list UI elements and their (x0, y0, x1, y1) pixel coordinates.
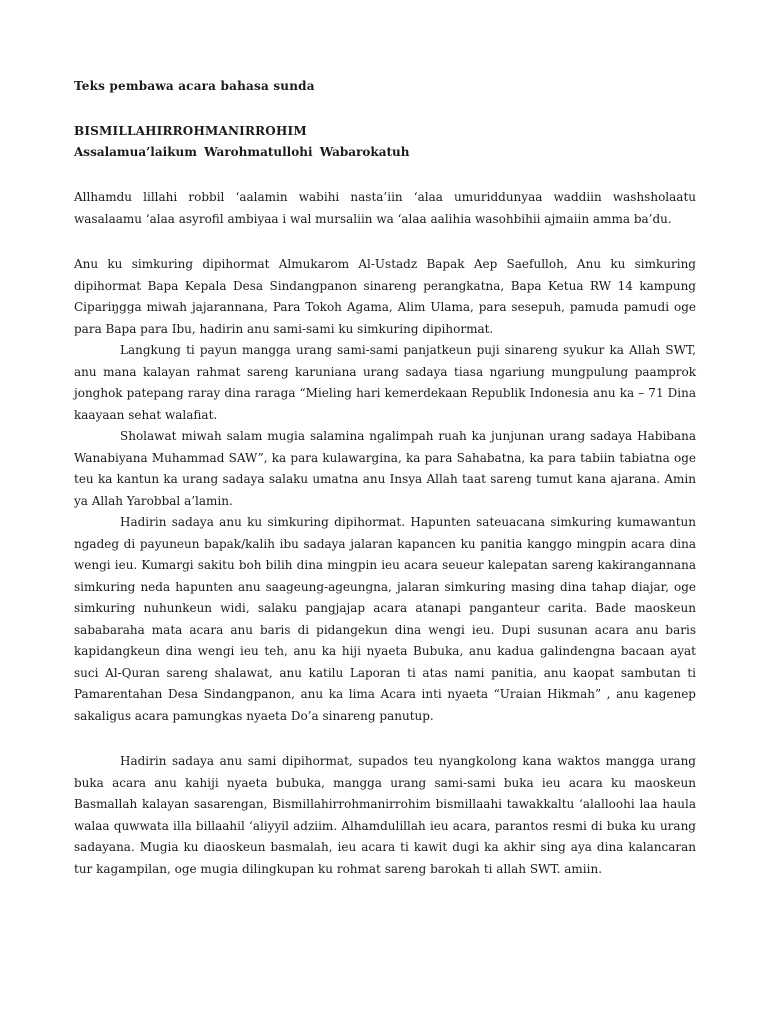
paragraph-opening-event: Hadirin sadaya anu sami dipihormat, supados teu nyangkolong kana waktos mangga urang buka acara anu kahiji nyaeta bubuka, mangga urang sami-sami buka ieu acara ku maoskeun Basmallah kalayan sasarengan, Bismillahirrohmanirrohim bismillaahi tawakkaltu ‘alalloohi laa haula walaa quwwata illa billaahil ‘aliyyil adziim. Alhamdulillah ieu acara, parantos resmi di buka ku urang sadayana. Mugia ku diaoskeun basmalah, ieu acara ti kawit dugi ka akhir sing aya dina kalancaran tur kagampilan, oge mugia dilingkupan ku rohmat sareng barokah ti allah SWT. amiin. (74, 754, 696, 876)
paragraph-opening-prayer: Allhamdu lillahi robbil ‘aalamin wabihi nasta’iin ‘alaa umuriddunyaa waddiin washsholaatu wasalaamu ‘alaa asyrofil ambiyaa i wal mursaliin wa ‘alaa aalihia wasohbihii ajmaiin amma ba’du. (74, 190, 696, 226)
document-page (74, 76, 696, 880)
paragraph-sholawat: Sholawat miwah salam mugia salamina ngalimpah ruah ka junjunan urang sadaya Habibana Wanabiyana Muhammad SAW”, ka para kulawargina, ka para Sahabatna, ka para tabiin tabiatna oge teu ka kantun ka urang sadaya salaku umatna anu Insya Allah taat sareng tumut kana ajarana. Amin ya Allah Yarobbal a’lamin. (74, 429, 696, 508)
document-title: Teks pembawa acara bahasa sunda (74, 79, 315, 93)
paragraph-honored-guests: Anu ku simkuring dipihormat Almukarom Al-Ustadz Bapak Aep Saefulloh, Anu ku simkuring dipihormat Bapa Kepala Desa Sindangpanon sinareng perangkatna, Bapa Ketua RW 14 kampung Cipariŋgga miwah jajarannana, Para Tokoh Agama, Alim Ulama, para sesepuh, pamuda pamudi oge para Bapa para Ibu, hadirin anu sami-sami ku simkuring dipihormat. (74, 257, 696, 336)
basmalah-heading: BISMILLAHIRROHMANIRROHIM (74, 124, 307, 138)
salam-greeting: Assalamua’laikum Warohmatullohi Wabarokatuh (74, 145, 410, 159)
paragraph-agenda: Hadirin sadaya anu ku simkuring dipihormat. Hapunten sateuacana simkuring kumawantun ngadeg di payuneun bapak/kalih ibu sadaya jalaran kapancen ku panitia kanggo mingpin acara dina wengi ieu. Kumargi sakitu boh bilih dina mingpin ieu acara seueur kalepatan sareng kakirangannana simkuring neda hapunten anu saageung-ageungna, jalaran simkuring masing dina tahap diajar, oge simkuring nuhunkeun widi, salaku pangjajap acara atanapi panganteur carita. Bade maoskeun sababaraha mata acara anu baris di pidangekun dina wengi ieu. Dupi susunan acara anu baris kapidangkeun dina wengi ieu teh, anu ka hiji nyaeta Bubuka, anu kadua galindengna bacaan ayat suci Al-Quran sareng shalawat, anu katilu Laporan ti atas nami panitia, anu kaopat sambutan ti Pamarentahan Desa Sindangpanon, anu ka lima Acara inti nyaeta “Uraian Hikmah” , anu kagenep sakaligus acara pamungkas nyaeta Do’a sinareng panutup. (74, 515, 696, 723)
paragraph-gratitude: Langkung ti payun mangga urang sami-sami panjatkeun puji sinareng syukur ka Allah SWT, anu mana kalayan rahmat sareng karuniana urang sadaya tiasa ngariung mungpulung paamprok jonghok patepang raray dina raraga “Mieling hari kemerdekaan Republik Indonesia anu ka – 71 Dina kaayaan sehat walafiat. (74, 343, 696, 422)
